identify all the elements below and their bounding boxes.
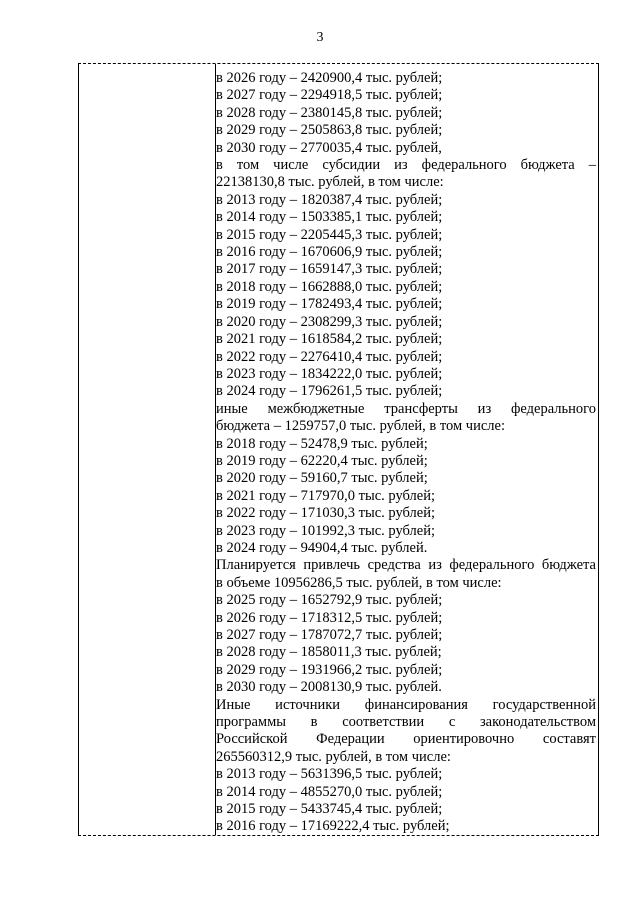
text-line: в 2028 году – 2380145,8 тыс. рублей; — [216, 104, 443, 121]
text-line: в 2013 году – 1820387,4 тыс. рублей; — [216, 191, 443, 208]
text-line: программы в соответствии с законодательством — [216, 714, 596, 731]
text-line: в 2013 году – 5631396,5 тыс. рублей; — [216, 766, 443, 783]
text-line: в 2023 году – 1834222,0 тыс. рублей; — [216, 365, 443, 382]
text-line: 265560312,9 тыс. рублей, в том числе: — [216, 748, 451, 765]
text-line: в 2018 году – 52478,9 тыс. рублей; — [216, 435, 428, 452]
text-line: в 2019 году – 62220,4 тыс. рублей; — [216, 452, 428, 469]
text-line: в 2014 году – 4855270,0 тыс. рублей; — [216, 783, 443, 800]
text-line: в 2020 году – 59160,7 тыс. рублей; — [216, 470, 428, 487]
text-line: в 2018 году – 1662888,0 тыс. рублей; — [216, 278, 443, 295]
text-line: 22138130,8 тыс. рублей, в том числе: — [216, 174, 444, 191]
text-line: в 2017 году – 1659147,3 тыс. рублей; — [216, 261, 443, 278]
text-line: Иные источники финансирования государственной — [216, 696, 596, 713]
text-line: в 2021 году – 1618584,2 тыс. рублей; — [216, 331, 443, 348]
text-line: в 2014 году – 1503385,1 тыс. рублей; — [216, 209, 443, 226]
text-line: в 2028 году – 1858011,3 тыс. рублей; — [216, 644, 442, 661]
text-line: Российской Федерации ориентировочно составят — [216, 731, 596, 748]
text-line: в 2029 году – 2505863,8 тыс. рублей; — [216, 122, 443, 139]
text-line: в 2023 году – 101992,3 тыс. рублей; — [216, 522, 436, 539]
text-line: в 2026 году – 2420900,4 тыс. рублей; — [216, 70, 443, 86]
text-line: в 2027 году – 2294918,5 тыс. рублей; — [216, 87, 443, 104]
text-line: в 2029 году – 1931966,2 тыс. рублей; — [216, 661, 443, 678]
text-line: в 2022 году – 2276410,4 тыс. рублей; — [216, 348, 443, 365]
text-line: в 2024 году – 94904,4 тыс. рублей. — [216, 539, 428, 556]
text-line: в 2019 году – 1782493,4 тыс. рублей; — [216, 296, 443, 313]
text-line: иные межбюджетные трансферты из федерального — [216, 400, 596, 417]
text-line: в 2027 году – 1787072,7 тыс. рублей; — [216, 627, 443, 643]
text-line: в 2026 году – 1718312,5 тыс. рублей; — [216, 609, 443, 626]
text-line: в 2015 году – 2205445,3 тыс. рублей; — [216, 226, 443, 243]
text-line: в 2016 году – 1670606,9 тыс. рублей; — [216, 244, 443, 261]
text-line: в 2022 году – 171030,3 тыс. рублей; — [216, 505, 436, 522]
text-line: в 2030 году – 2770035,4 тыс. рублей, — [216, 139, 442, 156]
text-line: в том числе субсидии из федерального бюджета – — [216, 157, 596, 174]
text-line: в объеме 10956286,5 тыс. рублей, в том числе: — [216, 574, 502, 591]
page-number: 3 — [316, 30, 324, 45]
text-line: Планируется привлечь средства из федерального бюджета — [216, 557, 596, 574]
text-line: в 2016 году – 17169222,4 тыс. рублей; — [216, 818, 450, 835]
text-line: в 2015 году – 5433745,4 тыс. рублей; — [216, 801, 443, 818]
text-line: в 2025 году – 1652792,9 тыс. рублей; — [216, 592, 443, 609]
text-line: в 2020 году – 2308299,3 тыс. рублей; — [216, 313, 443, 330]
text-line: в 2030 году – 2008130,9 тыс. рублей. — [216, 679, 442, 696]
text-line: в 2024 году – 1796261,5 тыс. рублей; — [216, 383, 443, 400]
funding-text-cell — [216, 70, 596, 836]
text-line: в 2021 году – 717970,0 тыс. рублей; — [216, 487, 436, 504]
text-line: бюджета – 1259757,0 тыс. рублей, в том числе: — [216, 418, 505, 435]
